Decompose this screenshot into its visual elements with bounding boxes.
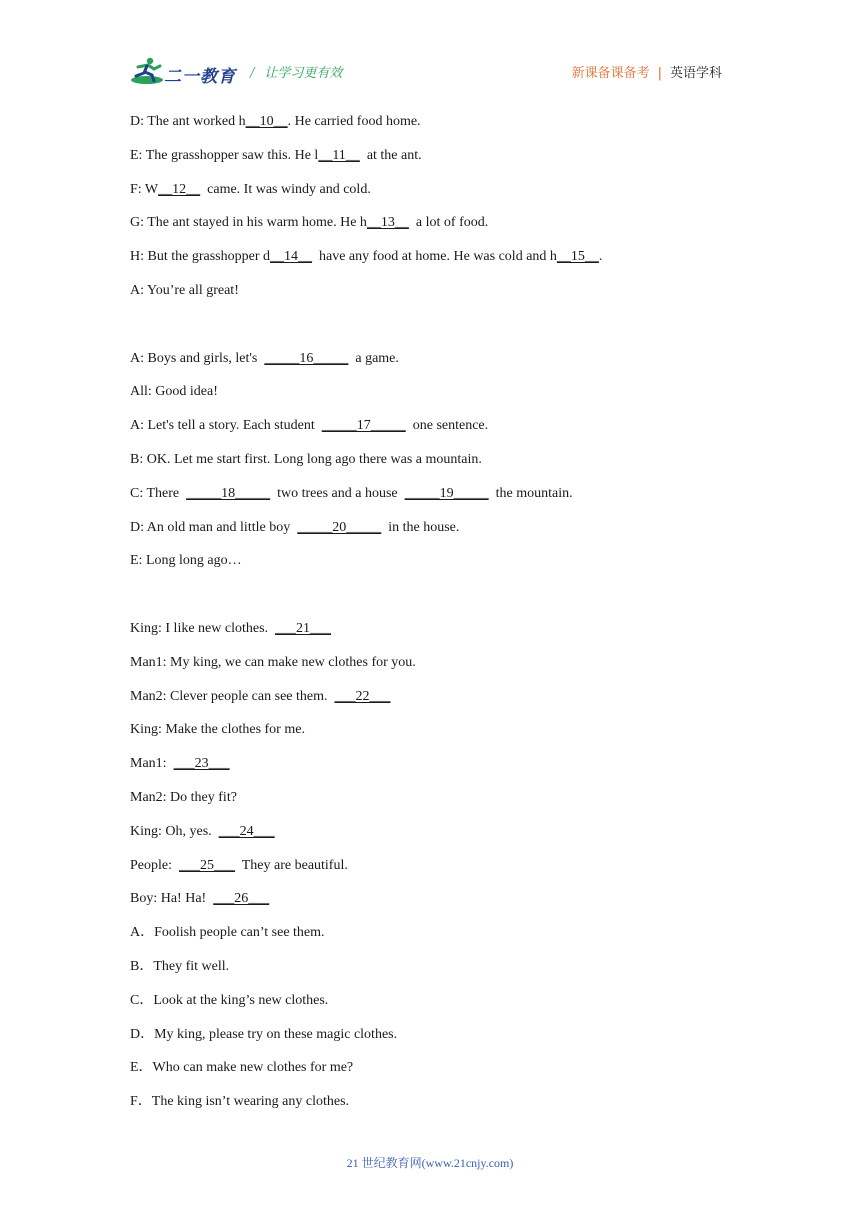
paragraph-gap: [130, 585, 730, 619]
text-line: [130, 213, 730, 247]
text-line: [130, 247, 730, 281]
text-line: [130, 551, 730, 585]
answer-blank: __11__: [318, 147, 360, 163]
line-text: Man2: Do they fit?: [130, 789, 237, 805]
line-text: B．They fit well.: [130, 958, 230, 974]
text-line: [130, 720, 730, 754]
answer-blank: _____19_____: [404, 485, 489, 501]
line-text: A: You’re all great!: [130, 282, 239, 298]
line-text: B: OK. Let me start first. Long long ago there was a mountain.: [130, 451, 482, 467]
text-line: [130, 1058, 730, 1092]
text-line: [130, 484, 730, 518]
line-text: King: Oh, yes.: [130, 823, 219, 839]
text-line: [130, 957, 730, 991]
line-text: Boy: Ha! Ha!: [130, 891, 214, 907]
line-text: People:: [130, 857, 179, 873]
line-text: F: W: [130, 181, 159, 197]
line-text: . He carried food home.: [287, 114, 421, 129]
header-exam-label: 新课备课备考: [571, 66, 650, 81]
line-text: .: [598, 249, 603, 265]
text-line: [130, 822, 730, 856]
answer-blank: ___26___: [213, 891, 270, 907]
line-text: one sentence.: [405, 418, 489, 434]
line-text: A: Let's tell a story. Each student: [130, 418, 322, 434]
text-line: [130, 180, 730, 214]
header-right: 新课备课备考 | 英语学科: [571, 66, 722, 81]
line-text: King: I like new clothes.: [130, 620, 276, 636]
text-line: [130, 1025, 730, 1059]
answer-blank: __15__: [556, 249, 599, 265]
text-line: [130, 518, 730, 552]
text-line: [130, 450, 730, 484]
answer-blank: ___21___: [275, 620, 332, 636]
line-text: came. It was windy and cold.: [200, 181, 371, 197]
page-header: [130, 56, 730, 92]
text-line: [130, 382, 730, 416]
line-text: G: The ant stayed in his warm home. He h: [130, 215, 367, 231]
runner-logo-icon: [130, 56, 164, 86]
line-text: a game.: [348, 350, 399, 366]
line-text: a lot of food.: [408, 215, 489, 231]
page-footer: 21 世纪教育网(www.21cnjy.com): [346, 1156, 514, 1170]
line-text: D: The ant worked h: [130, 114, 246, 129]
line-text: E．Who can make new clothes for me?: [130, 1060, 354, 1076]
line-text: King: Make the clothes for me.: [130, 722, 305, 738]
text-line: [130, 991, 730, 1025]
line-text: H: But the grasshopper d: [130, 249, 270, 265]
text-line: [130, 923, 730, 957]
text-line: [130, 619, 730, 653]
line-text: A．Foolish people can’t see them.: [130, 925, 325, 941]
paragraph-gap: [130, 315, 730, 349]
answer-blank: ___25___: [179, 857, 235, 873]
slogan: / 让学习更有效: [250, 66, 343, 81]
answer-blank: ___22___: [334, 688, 391, 704]
document-body: [130, 112, 730, 1126]
line-text: All: Good idea!: [130, 384, 218, 400]
text-line: [130, 1092, 730, 1126]
line-text: D: An old man and little boy: [130, 519, 298, 535]
line-text: Man2: Clever people can see them.: [130, 688, 335, 704]
line-text: in the house.: [381, 519, 460, 535]
answer-blank: _____17_____: [321, 418, 406, 434]
answer-blank: __12__: [158, 181, 201, 197]
answer-blank: __14__: [269, 249, 312, 265]
text-line: [130, 112, 730, 146]
answer-blank: _____20_____: [297, 519, 382, 535]
logo: [130, 56, 240, 90]
text-line: [130, 788, 730, 822]
line-text: C: There: [130, 485, 187, 501]
slogan-text: 让学习更有效: [264, 66, 343, 81]
line-text: two trees and a house: [270, 485, 405, 501]
text-line: [130, 146, 730, 180]
text-line: [130, 889, 730, 923]
answer-blank: __13__: [366, 215, 409, 231]
text-line: [130, 754, 730, 788]
text-line: [130, 687, 730, 721]
line-text: F．The king isn’t wearing any clothes.: [130, 1094, 350, 1110]
line-text: A: Boys and girls, let's: [130, 350, 265, 366]
answer-blank: _____16_____: [264, 350, 349, 366]
line-text: the mountain.: [488, 485, 573, 501]
answer-blank: ___24___: [218, 823, 275, 839]
text-line: [130, 653, 730, 687]
line-text: E: The grasshopper saw this. He l: [130, 147, 319, 163]
line-text: C．Look at the king’s new clothes.: [130, 992, 329, 1008]
text-line: [130, 281, 730, 315]
text-line: [130, 856, 730, 890]
line-text: at the ant.: [359, 147, 422, 163]
text-line: [130, 349, 730, 383]
logo-text: 二一教育: [164, 67, 236, 87]
line-text: D．My king, please try on these magic clothes.: [130, 1026, 398, 1042]
line-text: Man1: My king, we can make new clothes for you.: [130, 654, 416, 670]
header-subject-label: 英语学科: [669, 66, 722, 81]
text-line: [130, 416, 730, 450]
line-text: Man1:: [130, 756, 174, 772]
answer-blank: __10__: [245, 114, 288, 129]
line-text: E: Long long ago…: [130, 553, 242, 569]
answer-blank: ___23___: [173, 756, 230, 772]
line-text: They are beautiful.: [235, 857, 348, 873]
line-text: have any food at home. He was cold and h: [311, 249, 557, 265]
answer-blank: _____18_____: [186, 485, 271, 501]
